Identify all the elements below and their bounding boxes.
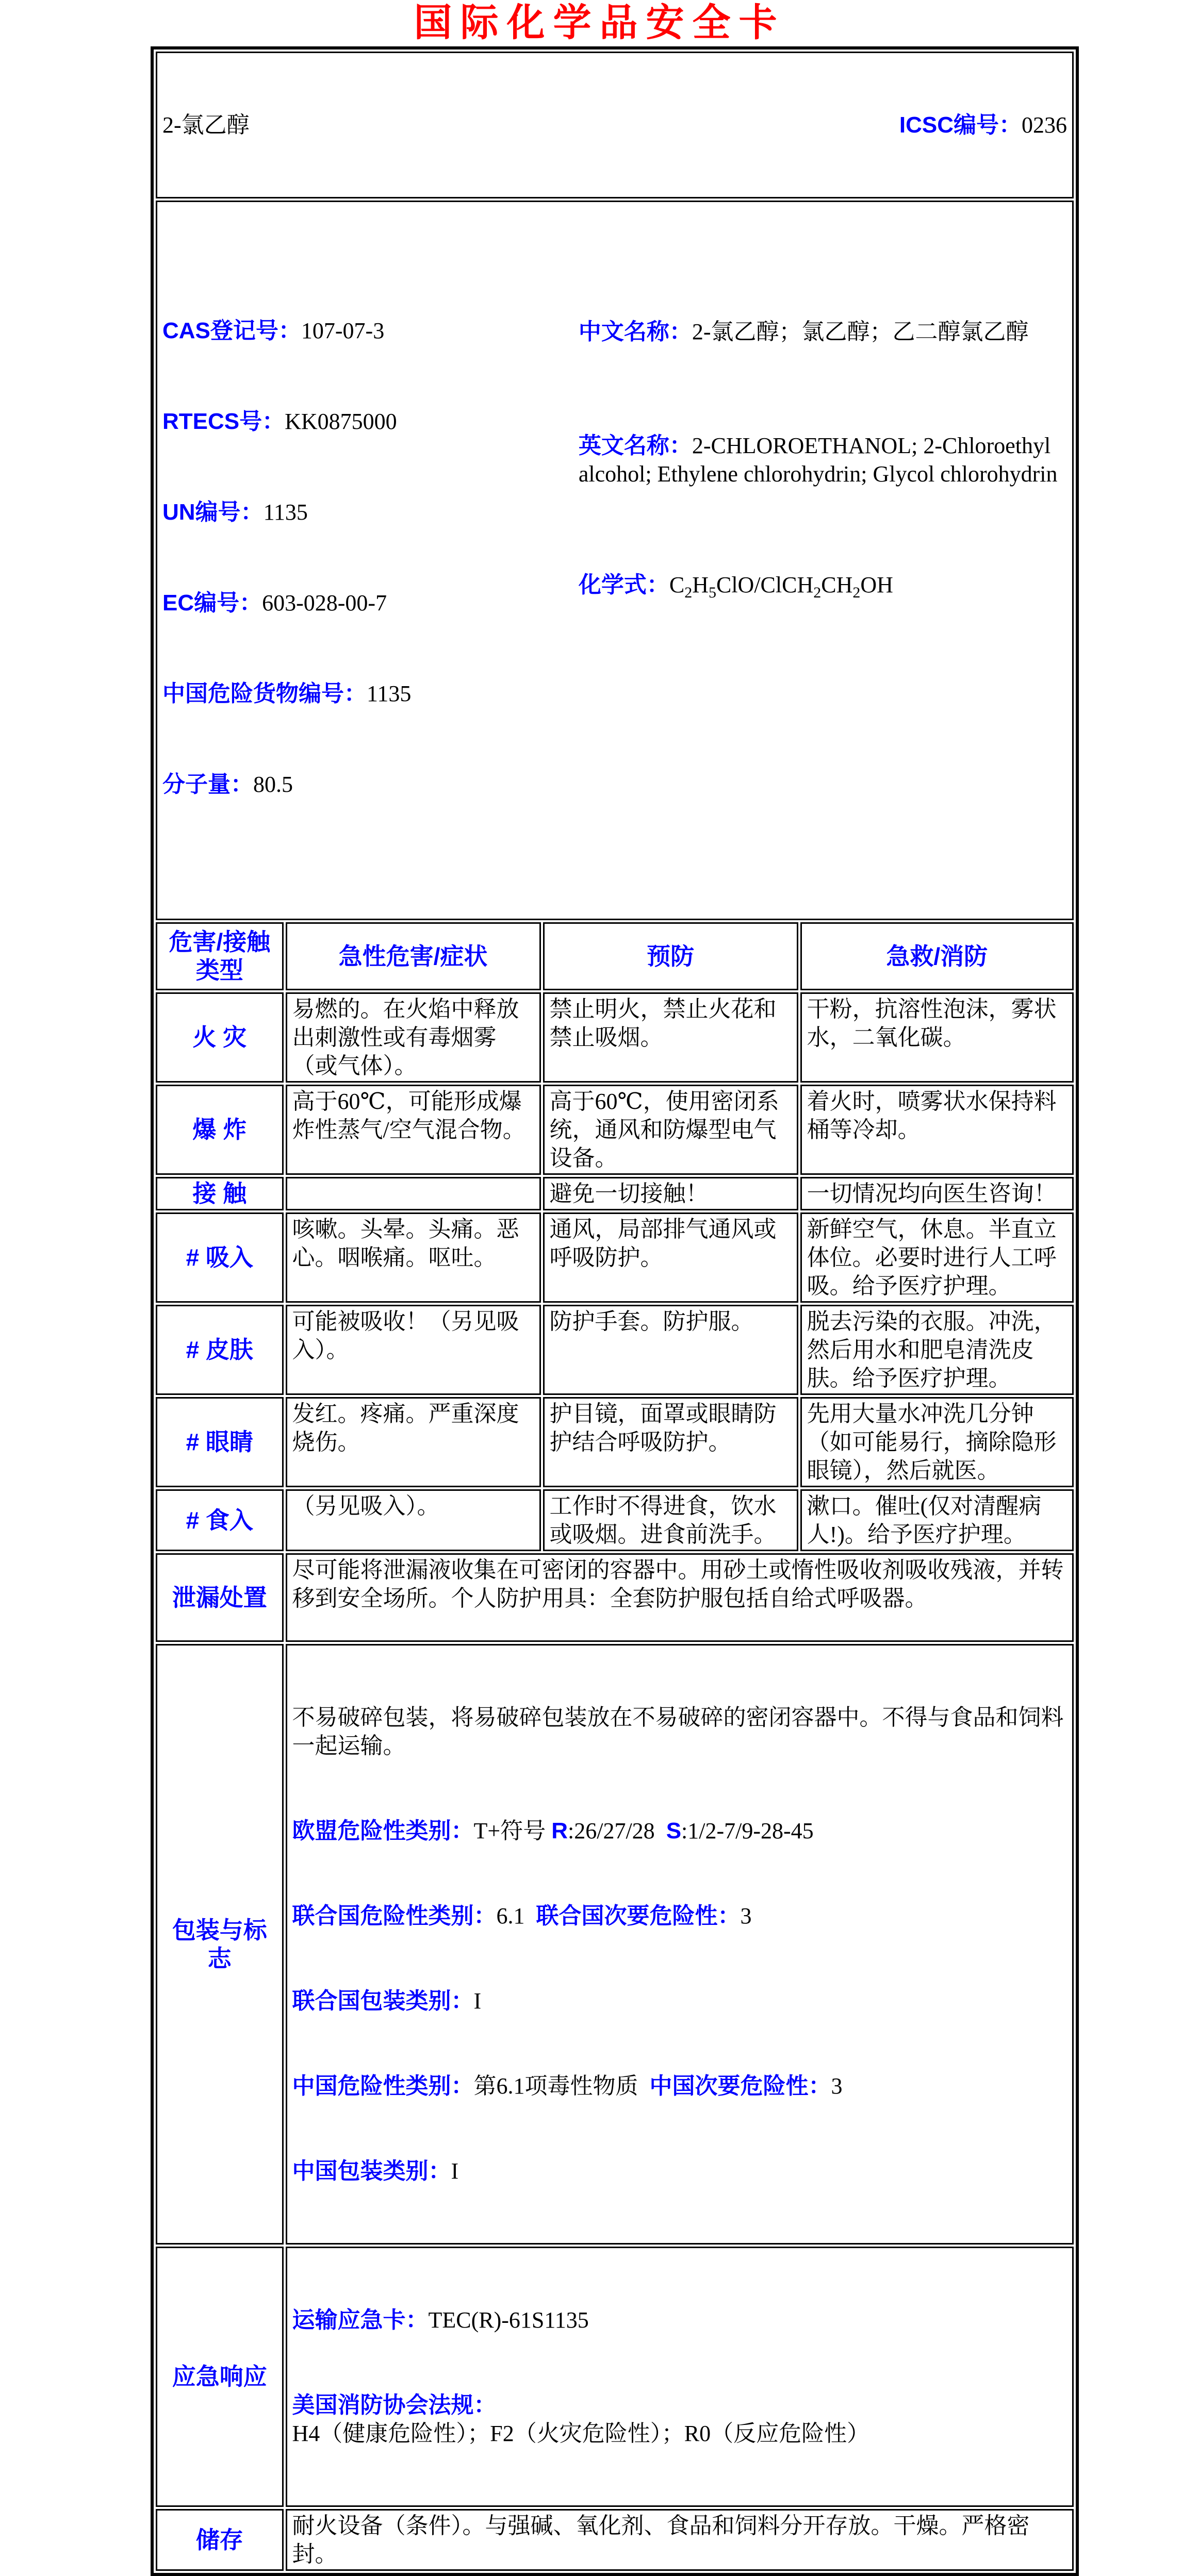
symptoms-cell: 发红。疼痛。严重深度烧伤。 [286,1397,541,1487]
prevention-cell: 工作时不得进食，饮水或吸烟。进食前洗手。 [543,1489,798,1551]
symptoms-cell: （另见吸入）。 [286,1489,541,1551]
symptoms-cell: 可能被吸收！（另见吸入）。 [286,1305,541,1395]
spill-label: 泄漏处置 [156,1553,284,1642]
prevention-cell: 防护手套。防护服。 [543,1305,798,1395]
identifiers-row [156,201,1074,920]
spill-text-cell: 尽可能将泄漏液收集在可密闭的容器中。用砂土或惰性吸收剂吸收残液，并转移到安全场所。个人防护用具：全套防护服包括自给式呼吸器。 [286,1553,1074,1642]
prevention-cell: 禁止明火，禁止火花和禁止吸烟。 [543,992,798,1083]
identifier-un: UN编号：1135 [162,500,308,525]
symptoms-cell [286,1177,541,1210]
hazard-row-explosion [156,1085,1074,1175]
page-title: 国际化学品安全卡 [414,1,785,44]
hazard-row-skin [156,1305,1074,1395]
identifier-rtecs: RTECS号：KK0875000 [162,409,397,434]
identifier-china-dg: 中国危险货物编号：1135 [162,681,412,706]
identifier-list [162,260,579,861]
english-names: 英文名称：2-CHLOROETHANOL; 2-Chloroethyl alcohol; Ethylene chlorohydrin; Glycol chlorohydrin [578,433,1058,487]
names-block [579,260,1067,861]
prevention-cell: 避免一切接触！ [543,1177,798,1210]
symptoms-cell: 高于60℃，可能形成爆炸性蒸气/空气混合物。 [286,1085,541,1175]
chinese-names: 中文名称：2-氯乙醇；氯乙醇；乙二醇氯乙醇 [578,319,1029,344]
header-acute-symptoms: 急性危害/症状 [286,922,541,990]
symptoms-cell: 咳嗽。头晕。头痛。恶心。咽喉痛。呕吐。 [286,1212,541,1303]
packaging-row [156,1644,1074,2245]
icsc-number-value: 0236 [1022,112,1067,138]
name-bar [162,111,1067,139]
hazard-type-label: 接 触 [156,1177,284,1210]
identifier-molweight: 分子量：80.5 [162,772,293,797]
icsc-number-label: ICSC编号： [899,112,1022,138]
hazard-row-eyes [156,1397,1074,1487]
identifiers-wrap [162,260,1067,861]
response-cell: 一切情况均向医生咨询！ [800,1177,1074,1210]
storage-row [156,2509,1074,2571]
hazard-row-inhalation [156,1212,1074,1303]
hazard-row-ingestion [156,1489,1074,1551]
prevention-cell: 高于60℃，使用密闭系统，通风和防爆型电气设备。 [543,1085,798,1175]
header-hazard-type: 危害/接触类型 [156,922,284,990]
symptoms-cell: 易燃的。在火焰中释放出刺激性或有毒烟雾（或气体）。 [286,992,541,1083]
storage-text-cell: 耐火设备（条件）。与强碱、氧化剂、食品和饲料分开存放。干燥。严格密封。 [286,2509,1074,2571]
hazard-type-label: # 皮肤 [156,1305,284,1395]
response-cell: 干粉，抗溶性泡沫，雾状水，二氧化碳。 [800,992,1074,1083]
packaging-label: 包装与标志 [156,1644,284,2245]
spill-row [156,1553,1074,1642]
chemical-formula: 化学式：$C_2H_5ClO/ClCH_2CH_2OH$ [578,572,893,601]
hazard-type-label: # 眼睛 [156,1397,284,1487]
hazard-type-label: # 吸入 [156,1212,284,1303]
nfpa-line: 美国消防协会法规：H4（健康危险性）；F2（火灾危险性）；R0（反应危险性） [292,2392,870,2446]
packaging-intro: 不易破碎包装，将易破碎包装放在不易破碎的密闭容器中。不得与食品和饲料一起运输。 [292,1705,1064,1758]
prevention-cell: 护目镜，面罩或眼睛防护结合呼吸防护。 [543,1397,798,1487]
packaging-content-cell [286,1644,1074,2245]
emergency-label: 应急响应 [156,2247,284,2507]
hazard-header-row [156,922,1074,990]
header-prevention: 预防 [543,922,798,990]
transport-emergency-card-line: 运输应急卡：TEC(R)-61S1135 [292,2307,589,2333]
safety-card-table [151,46,1079,2576]
chemical-name: 2-氯乙醇 [162,112,250,138]
identifier-ec: EC编号：603-028-00-7 [162,590,387,616]
prevention-cell: 通风，局部排气通风或呼吸防护。 [543,1212,798,1303]
header-firstaid-fire: 急救/消防 [800,922,1074,990]
hazard-row-fire [156,992,1074,1083]
cn-packing-group-line: 中国包装类别：I [292,2158,459,2184]
eu-hazard-class-line: 欧盟危险性类别：T+符号 R:26/27/28 S:1/2-7/9-28-45 [292,1818,814,1843]
hazard-row-contact [156,1177,1074,1210]
hazard-type-label: 火 灾 [156,992,284,1083]
identifier-cas: CAS登记号：107-07-3 [162,318,385,343]
hazard-type-label: # 食入 [156,1489,284,1551]
response-cell: 漱口。催吐(仅对清醒病人!)。给予医疗护理。 [800,1489,1074,1551]
un-packing-group-line: 联合国包装类别：I [292,1988,482,2014]
emergency-content-cell [286,2247,1074,2507]
un-hazard-class-line: 联合国危险性类别：6.1 联合国次要危险性：3 [292,1903,752,1929]
emergency-row [156,2247,1074,2507]
icsc-number [899,111,1067,139]
response-cell: 先用大量水冲洗几分钟（如可能易行，摘除隐形眼镜），然后就医。 [800,1397,1074,1487]
name-cell [156,52,1074,198]
identifiers-cell [156,201,1074,920]
name-row [156,52,1074,198]
hazard-type-label: 爆 炸 [156,1085,284,1175]
cn-hazard-class-line: 中国危险性类别：第6.1项毒性物质 中国次要危险性：3 [292,2073,843,2099]
storage-label: 储存 [156,2509,284,2571]
response-cell: 新鲜空气，休息。半直立体位。必要时进行人工呼吸。给予医疗护理。 [800,1212,1074,1303]
response-cell: 着火时，喷雾状水保持料桶等冷却。 [800,1085,1074,1175]
response-cell: 脱去污染的衣服。冲洗，然后用水和肥皂清洗皮肤。给予医疗护理。 [800,1305,1074,1395]
